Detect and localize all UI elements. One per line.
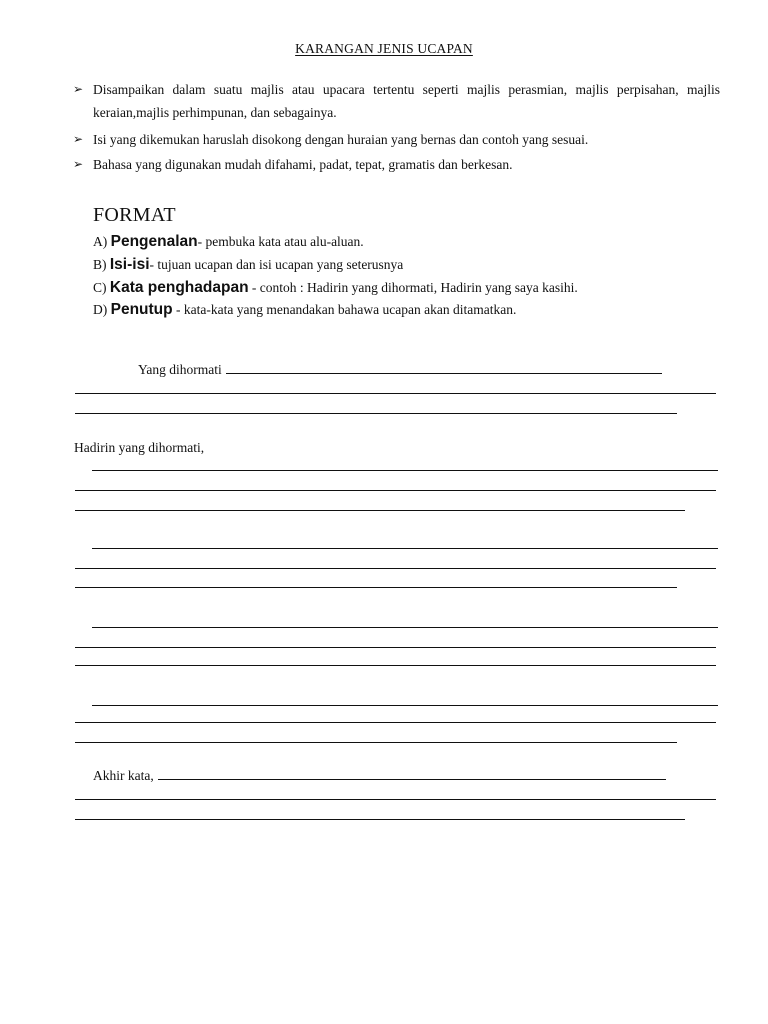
writing-line <box>158 766 666 780</box>
bullet-text: Disampaikan dalam suatu majlis atau upacara tertentu seperti majlis perasmian, majlis perpisahan, majlis keraian,majlis perhimpunan, dan sebagainya. <box>93 82 720 120</box>
format-item-label: Pengenalan <box>110 233 198 250</box>
greeting-prompt <box>138 360 662 380</box>
audience-greeting: Hadirin yang dihormati, <box>74 440 205 455</box>
format-item-desc: - pembuka kata atau alu-aluan. <box>197 234 364 249</box>
format-item <box>93 277 578 299</box>
greeting-label: Yang dihormati <box>138 362 222 377</box>
format-item-label: Isi-isi <box>109 256 150 273</box>
format-item-label: Kata penghadapan <box>109 279 249 296</box>
page-title: KARANGAN JENIS UCAPAN <box>295 41 473 56</box>
format-item-desc: - kata-kata yang menandakan bahawa ucapan akan ditamatkan. <box>172 302 517 317</box>
writing-line <box>75 647 716 648</box>
bullet-item <box>73 153 720 176</box>
format-item <box>93 254 403 276</box>
bullet-text: Isi yang dikemukan haruslah disokong dengan huraian yang bernas dan contoh yang sesuai. <box>93 132 589 147</box>
format-item-letter: C) <box>93 280 107 295</box>
format-item <box>93 299 516 321</box>
writing-line <box>75 799 716 800</box>
arrowhead-bullet-icon: ➢ <box>73 132 84 146</box>
writing-line <box>92 705 718 706</box>
writing-line <box>75 587 677 588</box>
format-item-letter: B) <box>93 257 107 272</box>
writing-line <box>75 819 685 820</box>
format-heading: FORMAT <box>93 204 176 226</box>
format-item-desc: - tujuan ucapan dan isi ucapan yang seterusnya <box>149 257 404 272</box>
writing-line <box>75 490 716 491</box>
writing-line <box>75 665 716 666</box>
writing-line <box>75 510 685 511</box>
writing-line <box>92 470 718 471</box>
format-item-desc: - contoh : Hadirin yang dihormati, Hadirin yang saya kasihi. <box>248 280 578 295</box>
closing-prompt <box>93 766 666 786</box>
writing-line <box>92 548 718 549</box>
bullet-text: Bahasa yang digunakan mudah difahami, padat, tepat, gramatis dan berkesan. <box>93 157 513 172</box>
format-item-letter: A) <box>93 234 108 249</box>
arrowhead-bullet-icon: ➢ <box>73 82 84 96</box>
writing-line <box>75 722 716 723</box>
writing-line <box>92 627 718 628</box>
arrowhead-bullet-icon: ➢ <box>73 157 84 171</box>
format-item-letter: D) <box>93 302 108 317</box>
writing-line <box>75 568 716 569</box>
writing-line <box>75 393 716 394</box>
writing-line <box>75 742 677 743</box>
writing-line <box>226 360 662 374</box>
format-item <box>93 231 364 253</box>
closing-label: Akhir kata, <box>93 768 154 783</box>
writing-line <box>75 413 677 414</box>
bullet-item <box>73 78 720 124</box>
format-item-label: Penutup <box>110 301 173 318</box>
bullet-item <box>73 128 720 151</box>
